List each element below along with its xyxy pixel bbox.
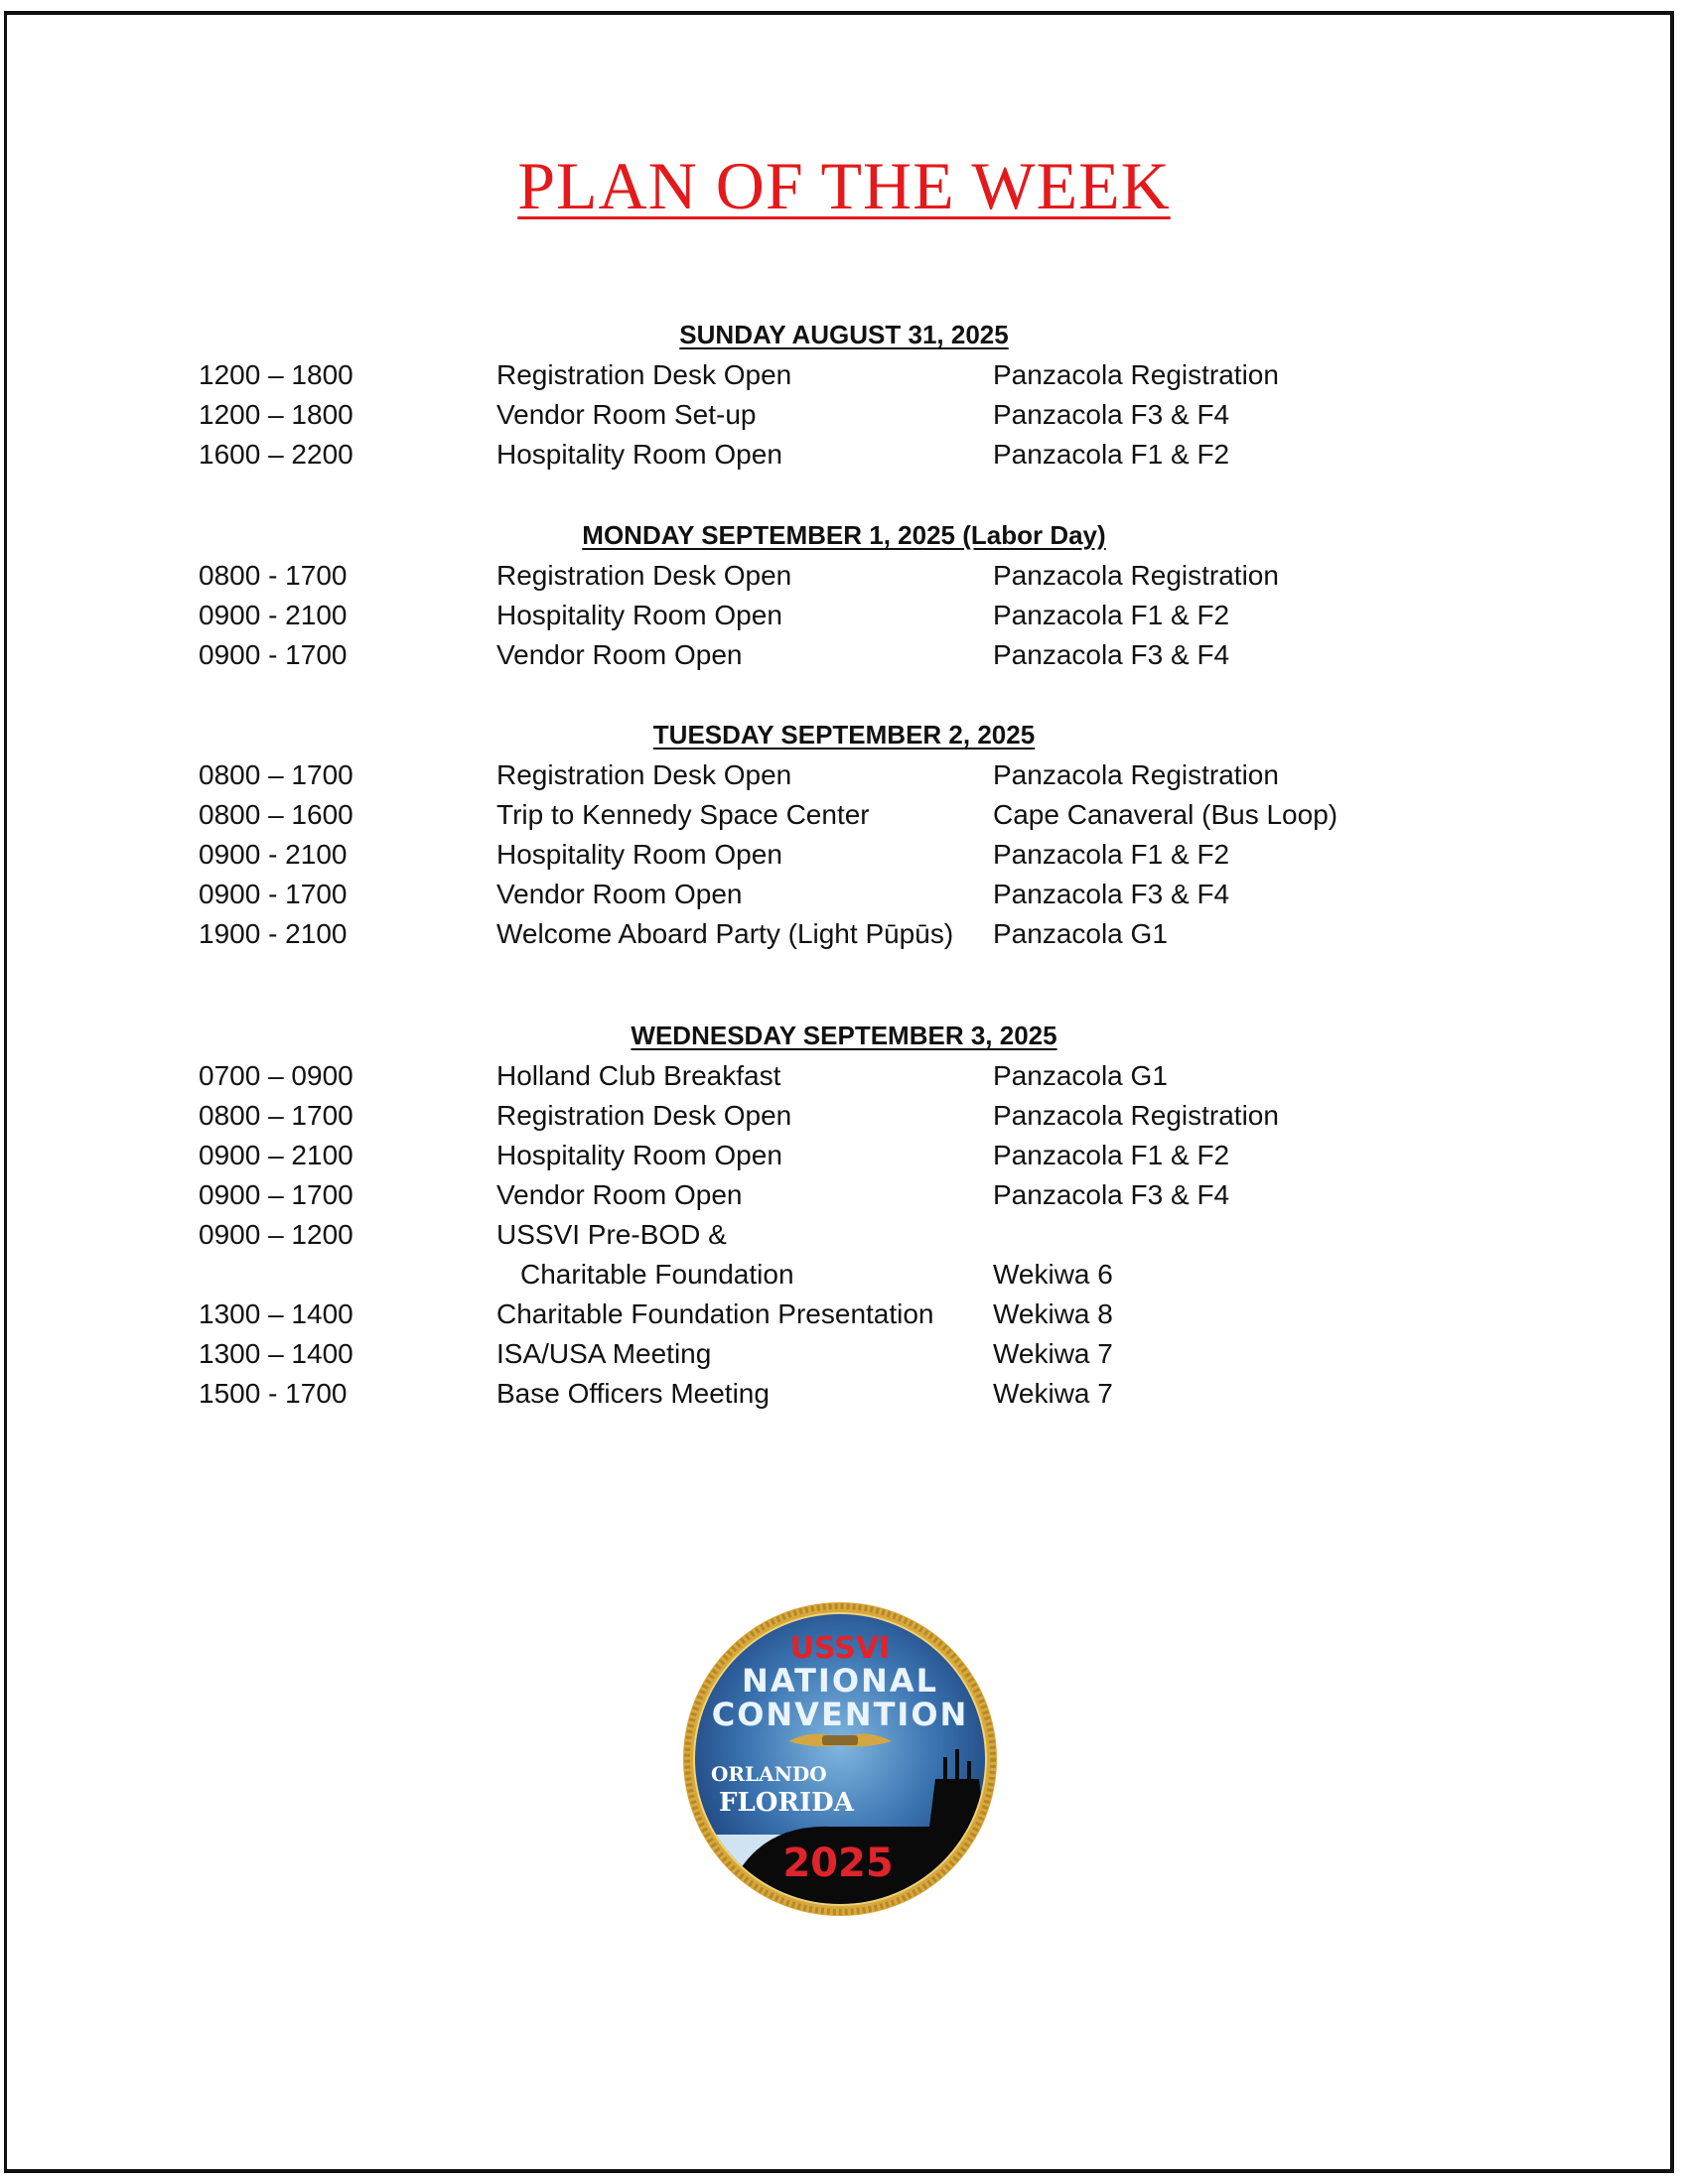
day-heading-wednesday: WEDNESDAY SEPTEMBER 3, 2025 [631,1021,1057,1050]
row-event: Vendor Room Open [496,879,743,909]
logo-ussvi: USSVI [789,1631,891,1666]
row-time: 0900 – 1700 [199,1179,353,1210]
row-time: 1300 – 1400 [199,1338,353,1369]
row-event: Hospitality Room Open [496,600,782,630]
row-location: Panzacola F1 & F2 [993,439,1230,470]
row-time: 0800 – 1700 [199,1100,353,1131]
row-location: Panzacola Registration [993,359,1279,390]
row-time: 0900 - 1700 [199,639,348,670]
schedule-row [0,1100,1688,1140]
row-time: 0900 - 2100 [199,839,348,870]
row-event: Hospitality Room Open [496,439,782,470]
schedule-row [0,839,1688,879]
logo-florida: FLORIDA [719,1788,854,1818]
row-event: Base Officers Meeting [496,1378,770,1409]
row-time: 1900 - 2100 [199,918,348,949]
row-location: Wekiwa 7 [993,1378,1113,1409]
row-location: Panzacola Registration [993,759,1279,790]
row-event: Registration Desk Open [496,560,792,591]
schedule-row [0,1140,1688,1179]
day-heading-tuesday: TUESDAY SEPTEMBER 2, 2025 [652,720,1036,750]
row-event: Hospitality Room Open [496,1140,782,1170]
row-time: 0700 – 0900 [199,1060,353,1091]
row-location: Panzacola G1 [993,1060,1168,1091]
row-event: Registration Desk Open [496,1100,792,1131]
row-location: Cape Canaveral (Bus Loop) [993,799,1338,830]
schedule-row [0,759,1688,799]
row-event: USSVI Pre-BOD & [496,1219,727,1250]
row-time: 0800 – 1700 [199,759,353,790]
row-event: Charitable Foundation [520,1259,794,1290]
row-location: Panzacola F3 & F4 [993,639,1230,670]
schedule-row [0,1259,1688,1298]
schedule-row [0,399,1688,439]
row-event: Vendor Room Open [496,1179,743,1210]
row-event: Registration Desk Open [496,359,792,390]
row-location: Wekiwa 8 [993,1298,1113,1329]
row-event: Charitable Foundation Presentation [496,1298,934,1329]
schedule-row [0,1378,1688,1418]
row-time: 0900 – 2100 [199,1140,353,1170]
schedule-row [0,639,1688,679]
row-time: 1300 – 1400 [199,1298,353,1329]
row-location: Wekiwa 7 [993,1338,1113,1369]
row-time: 0900 – 1200 [199,1219,353,1250]
row-location: Wekiwa 6 [993,1259,1113,1290]
row-event: Vendor Room Set-up [496,399,757,430]
row-event: Registration Desk Open [496,759,792,790]
row-location: Panzacola F3 & F4 [993,399,1230,430]
row-event: Trip to Kennedy Space Center [496,799,870,830]
day-heading-sunday: SUNDAY AUGUST 31, 2025 [679,320,1009,349]
row-time: 1500 - 1700 [199,1378,348,1409]
row-time: 0800 – 1600 [199,799,353,830]
row-location: Panzacola Registration [993,1100,1279,1131]
row-location: Panzacola F1 & F2 [993,1140,1230,1170]
schedule-row [0,799,1688,839]
row-location: Panzacola Registration [993,560,1279,591]
page-title: PLAN OF THE WEEK [517,148,1171,223]
row-event: Welcome Aboard Party (Light Pūpūs) [496,918,954,949]
row-time: 0900 - 1700 [199,879,348,909]
schedule-row [0,1219,1688,1259]
convention-logo [681,1600,999,1918]
logo-convention: CONVENTION [711,1696,969,1733]
schedule-row [0,879,1688,918]
schedule-row [0,560,1688,600]
logo-year: 2025 [782,1841,894,1886]
logo-orlando: ORLANDO [711,1762,827,1786]
schedule-row [0,600,1688,639]
row-event: Vendor Room Open [496,639,743,670]
row-location: Panzacola G1 [993,918,1168,949]
row-event: ISA/USA Meeting [496,1338,712,1369]
row-event: Holland Club Breakfast [496,1060,781,1091]
schedule-row [0,1179,1688,1219]
schedule-row [0,1338,1688,1378]
schedule-row [0,1060,1688,1100]
row-time: 1200 – 1800 [199,359,353,390]
row-location: Panzacola F1 & F2 [993,600,1230,630]
row-location: Panzacola F3 & F4 [993,879,1230,909]
row-time: 0800 - 1700 [199,560,348,591]
row-time: 1200 – 1800 [199,399,353,430]
schedule-row [0,918,1688,958]
row-location: Panzacola F1 & F2 [993,839,1230,870]
schedule-row [0,359,1688,399]
row-location: Panzacola F3 & F4 [993,1179,1230,1210]
schedule-row [0,1298,1688,1338]
row-time: 0900 - 2100 [199,600,348,630]
logo-national: NATIONAL [742,1662,938,1700]
row-time: 1600 – 2200 [199,439,353,470]
row-event: Hospitality Room Open [496,839,782,870]
day-heading-monday: MONDAY SEPTEMBER 1, 2025 (Labor Day) [582,520,1106,550]
dolphins-insignia-icon [788,1733,892,1746]
schedule-row [0,439,1688,478]
